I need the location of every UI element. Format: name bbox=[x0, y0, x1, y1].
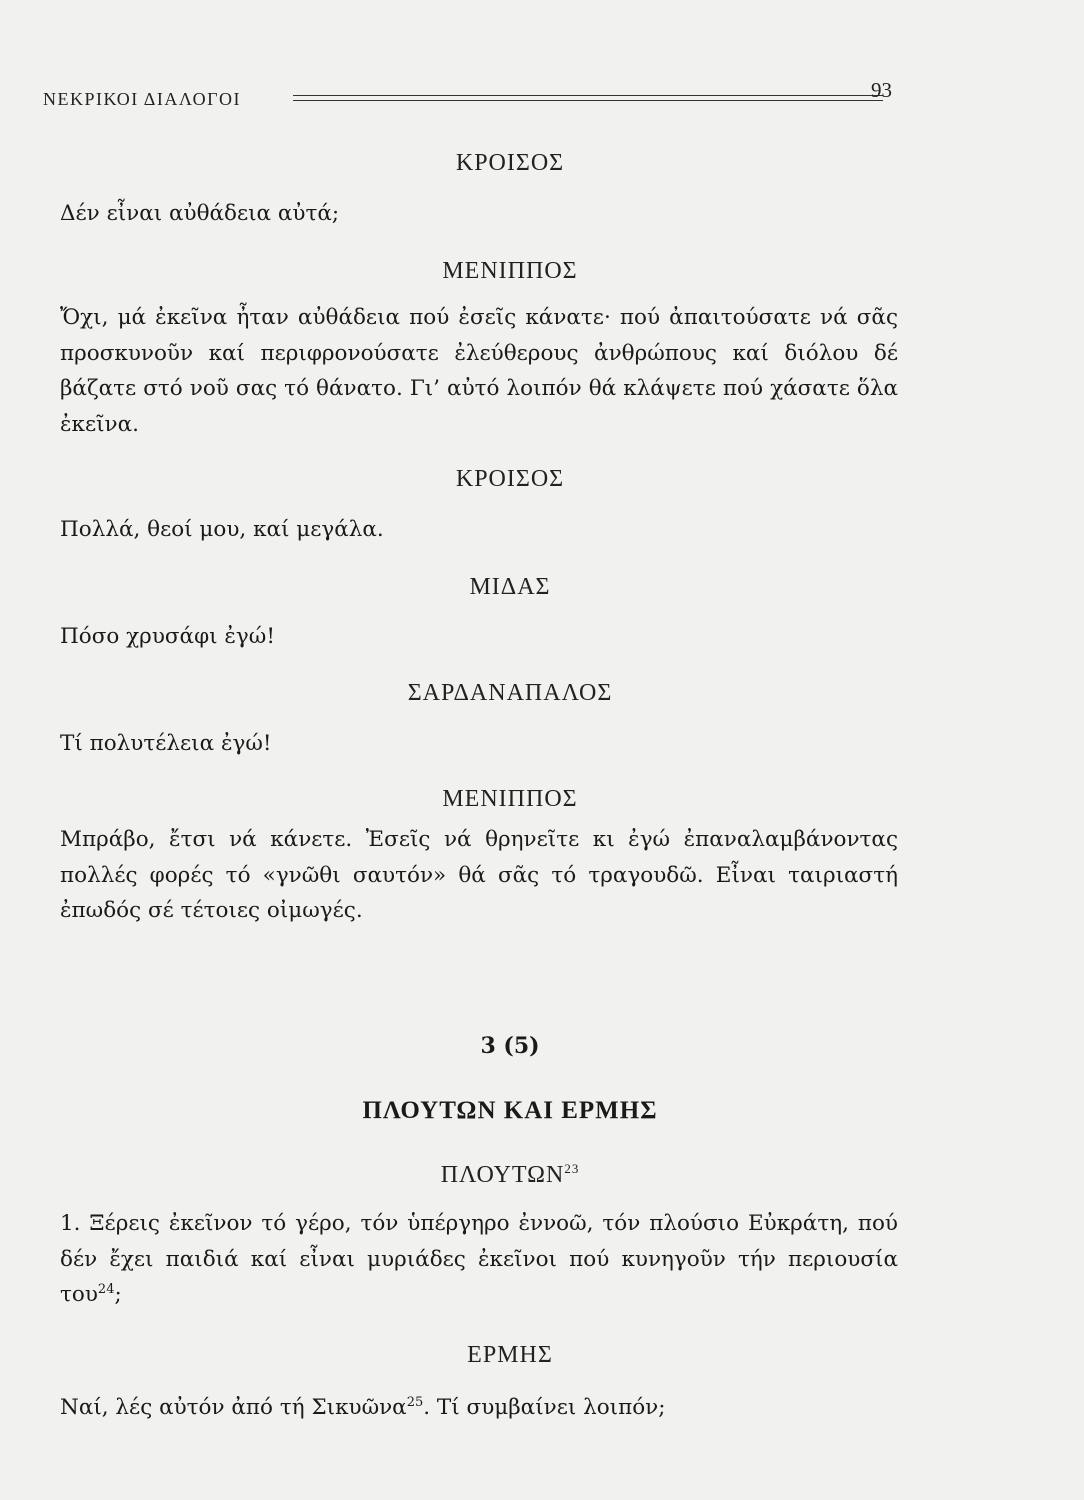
speaker-heading: ΜΙΔΑΣ bbox=[469, 574, 551, 600]
speech-text: Ναί, λές αὐτόν ἀπό τή Σικυῶνα bbox=[60, 1395, 407, 1420]
section-title: ΠΛΟΥΤΩΝ ΚΑΙ ΕΡΜΗΣ bbox=[362, 1097, 658, 1124]
page-header bbox=[43, 78, 892, 114]
speech-paragraph: Μπράβο, ἔτσι νά κάνετε. Ἐσεῖς νά θρηνεῖτε κι ἐγώ ἐπαναλαμβάνοντας πολλές φορές τό «γνῶθι σαυτόν» θά σᾶς τό τραγουδῶ. Εἶναι ταιριαστή ἐπωδός σέ τέτοιες οἰμωγές. bbox=[60, 827, 898, 923]
speaker-name: ΠΛΟΥΤΩΝ bbox=[440, 1162, 565, 1188]
speech-text: 1. Ξέρεις ἐκεῖνον τό γέρο, τόν ὑπέργηρο ἐννοῶ, τόν πλούσιο Εὐκράτη, πού δέν ἔχει παιδιά καί εἶναι μυριάδες ἐκεῖνοι πού κυνηγοῦν τήν περιουσία του bbox=[60, 1211, 898, 1307]
speech-paragraph: Ὄχι, μά ἐκεῖνα ἦταν αὐθάδεια πού ἐσεῖς κάνατε· πού ἀπαιτούσατε νά σᾶς προσκυνοῦν καί περιφρονούσατε ἐλεύθερους ἀνθρώπους καί διόλου δέ βάζατε στό νοῦ σας τό θάνατο. Γι’ αὐτό λοιπόν θά κλάψετε πού χάσατε ὅλα ἐκεῖνα. bbox=[60, 305, 898, 437]
speaker-heading bbox=[60, 1162, 960, 1189]
speaker-heading: ΚΡΟΙΣΟΣ bbox=[455, 150, 565, 176]
page-number: 93 bbox=[871, 78, 892, 102]
speaker-heading: ΣΑΡΔΑΝΑΠΑΛΟΣ bbox=[407, 680, 613, 706]
speaker-heading: ΕΡΜΗΣ bbox=[467, 1342, 553, 1368]
speech-paragraph: Πολλά, θεοί μου, καί μεγάλα. bbox=[60, 517, 384, 542]
speech-paragraph bbox=[60, 1390, 898, 1426]
speech-paragraph: Δέν εἶναι αὐθάδεια αὐτά; bbox=[60, 201, 340, 226]
speaker-heading: ΚΡΟΙΣΟΣ bbox=[455, 466, 565, 492]
header-double-rule bbox=[293, 95, 883, 101]
footnote-ref: 23 bbox=[564, 1161, 580, 1176]
speaker-heading: ΜΕΝΙΠΠΟΣ bbox=[442, 786, 578, 812]
section-number: 3 (5) bbox=[480, 1033, 540, 1059]
speech-paragraph: Τί πολυτέλεια ἐγώ! bbox=[60, 731, 272, 756]
running-head: ΝΕΚΡΙΚΟΙ ΔΙΑΛΟΓΟΙ bbox=[43, 89, 242, 109]
footnote-ref: 25 bbox=[406, 1394, 424, 1410]
speech-paragraph: Πόσο χρυσάφι ἐγώ! bbox=[60, 624, 275, 649]
speaker-heading: ΜΕΝΙΠΠΟΣ bbox=[442, 258, 578, 284]
speech-text: . Τί συμβαίνει λοιπόν; bbox=[423, 1395, 666, 1420]
speech-paragraph bbox=[60, 1206, 898, 1313]
speech-text: ; bbox=[114, 1282, 122, 1307]
footnote-ref: 24 bbox=[97, 1281, 115, 1297]
